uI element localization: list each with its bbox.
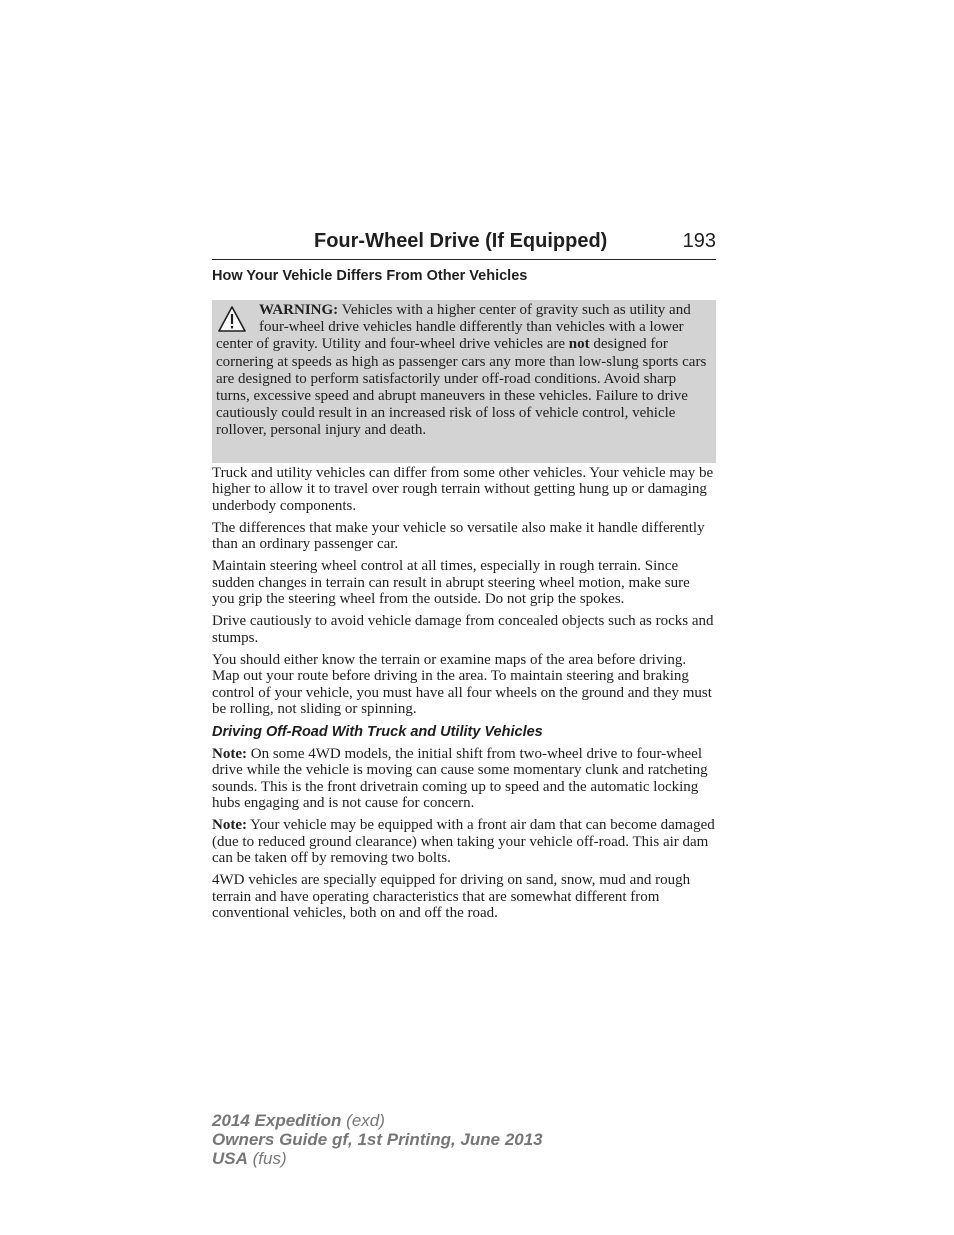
subheading: Driving Off-Road With Truck and Utility Vehicles [212, 724, 543, 741]
page-footer [212, 1111, 712, 1169]
warning-box [212, 300, 716, 463]
paragraph: The differences that make your vehicle so versatile also make it handle differently than an ordinary passenger car. [212, 519, 705, 553]
note-label: Note: [212, 746, 247, 763]
warning-text [216, 302, 708, 440]
page-header [212, 229, 716, 260]
section-heading: How Your Vehicle Differs From Other Vehicles [212, 268, 528, 284]
note-text: On some 4WD models, the initial shift from two-wheel drive to four-wheel drive while the vehicle is moving can cause some momentary clunk and ratcheting sounds. This is the front drivetrain coming up to speed and the automatic locking hubs engaging and is not cause for concern. [212, 746, 708, 812]
paragraph: You should either know the terrain or examine maps of the area before driving. Map out your route before driving in the area. To maintain steering and braking control of your vehicle, you must have all four wheels on the ground and they must be rolling, not sliding or spinning. [212, 651, 712, 717]
chapter-title: Four-Wheel Drive (If Equipped) [314, 230, 608, 252]
note-paragraph [212, 817, 716, 866]
warning-emphasis: not [568, 336, 590, 353]
paragraph: Truck and utility vehicles can differ from some other vehicles. Your vehicle may be higher to allow it to travel over rough terrain without getting hung up or damaging underbody components. [212, 465, 714, 514]
paragraph: Maintain steering wheel control at all times, especially in rough terrain. Since sudden changes in terrain can result in abrupt steering wheel motion, make sure you grip the steering wheel from the outside. Do not grip the spokes. [212, 558, 690, 608]
footer-line-edition: Owners Guide gf, 1st Printing, June 2013 [212, 1130, 543, 1150]
page-number: 193 [682, 230, 716, 252]
note-text: Your vehicle may be equipped with a front air dam that can become damaged (due to reduced ground clearance) when taking your vehicle off-road. This air dam can be taken off by removing two bolts. [212, 817, 715, 866]
warning-text-part-2: designed for cornering at speeds as high as passenger cars any more than low-slung sports cars are designed to perform satisfactorily under off-road conditions. Avoid sharp turns, excessive speed and abrupt maneuvers in these vehicles. Failure to drive cautiously could result in an increased risk of loss of vehicle control, vehicle rollover, personal injury and death. [216, 336, 707, 439]
note-label: Note: [212, 817, 247, 834]
footer-line-market: USA (fus) [212, 1149, 287, 1169]
body-text [212, 465, 716, 927]
paragraph: Drive cautiously to avoid vehicle damage from concealed objects such as rocks and stumps. [212, 613, 714, 646]
paragraph: 4WD vehicles are specially equipped for driving on sand, snow, mud and rough terrain and have operating characteristics that are somewhat different from conventional vehicles, both on and off the road. [212, 872, 691, 921]
footer-line-model: 2014 Expedition (exd) [212, 1111, 385, 1130]
warning-text-part-1: Vehicles with a higher center of gravity such as utility and four-wheel drive vehicles handle differently than vehicles with a lower center of gravity. Utility and four-wheel drive vehicles are [216, 302, 691, 353]
note-paragraph [212, 746, 716, 811]
warning-label: WARNING: [259, 302, 339, 318]
